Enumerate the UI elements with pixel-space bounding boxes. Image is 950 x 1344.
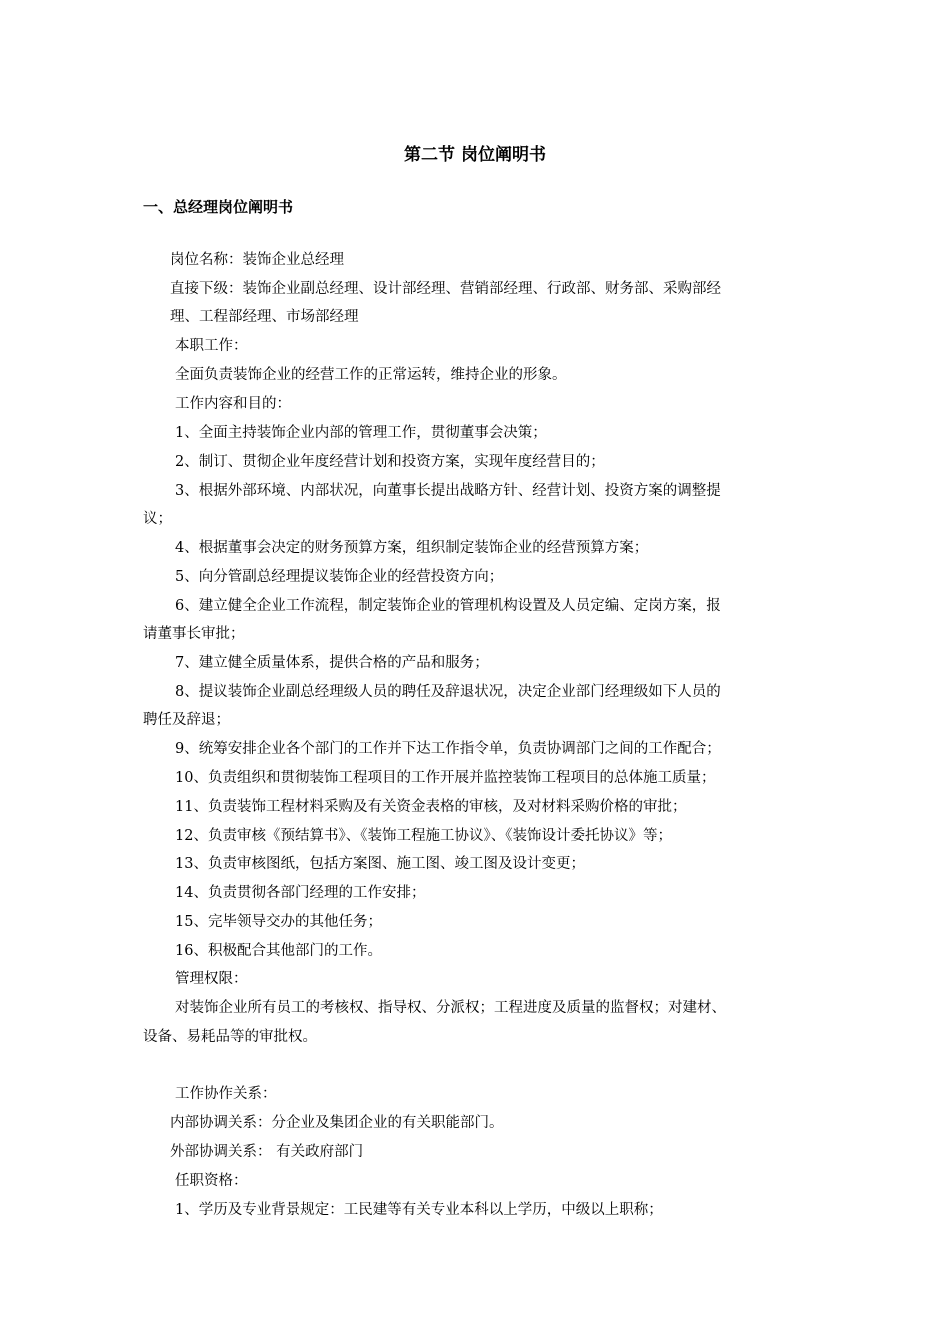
text-line: 16、积极配合其他部门的工作。 <box>175 943 382 959</box>
text-line: 10、负责组织和贯彻装饰工程项目的工作开展并监控装饰工程项目的总体施工质量； <box>175 770 716 786</box>
text-line: 6、建立健全企业工作流程，制定装饰企业的管理机构设置及人员定编、定岗方案，报 <box>175 598 721 614</box>
text-line: 2、制订、贯彻企业年度经营计划和投资方案，实现年度经营目的； <box>175 454 605 470</box>
text-line: 议； <box>143 511 172 527</box>
text-line: 设备、易耗品等的审批权。 <box>143 1029 317 1045</box>
text-line: 13、负责审核图纸，包括方案图、施工图、竣工图及设计变更； <box>175 856 585 872</box>
text-line: 聘任及辞退； <box>143 712 230 728</box>
text-line: 外部协调关系： 有关政府部门 <box>170 1144 364 1160</box>
text-line: 全面负责装饰企业的经营工作的正常运转，维持企业的形象。 <box>175 367 567 383</box>
text-line: 4、根据董事会决定的财务预算方案，组织制定装饰企业的经营预算方案； <box>175 540 649 556</box>
text-line: 15、完毕领导交办的其他任务； <box>175 914 382 930</box>
text-line: 工作内容和目的： <box>175 396 291 412</box>
text-line: 11、负责装饰工程材料采购及有关资金表格的审核，及对材料采购价格的审批； <box>175 799 687 815</box>
text-line: 工作协作关系： <box>175 1086 277 1102</box>
page-title: 第二节 岗位阐明书 <box>404 145 546 165</box>
text-line: 本职工作： <box>175 338 248 354</box>
text-line: 管理权限： <box>175 971 248 987</box>
text-line: 1、全面主持装饰企业内部的管理工作，贯彻董事会决策； <box>175 425 547 441</box>
text-line: 请董事长审批； <box>143 626 245 642</box>
text-line: 理、工程部经理、市场部经理 <box>170 309 359 325</box>
text-line: 直接下级：装饰企业副总经理、设计部经理、营销部经理、行政部、财务部、采购部经 <box>170 281 721 297</box>
text-line: 12、负责审核《预结算书》、《装饰工程施工协议》、《装饰设计委托协议》等； <box>175 828 672 844</box>
text-line: 1、学历及专业背景规定：工民建等有关专业本科以上学历，中级以上职称； <box>175 1202 663 1218</box>
text-line: 3、根据外部环境、内部状况，向董事长提出战略方针、经营计划、投资方案的调整提 <box>175 483 721 499</box>
text-line: 对装饰企业所有员工的考核权、指导权、分派权；工程进度及质量的监督权；对建材、 <box>175 1000 726 1016</box>
text-line: 8、提议装饰企业副总经理级人员的聘任及辞退状况，决定企业部门经理级如下人员的 <box>175 684 721 700</box>
text-line: 9、统筹安排企业各个部门的工作并下达工作指令单，负责协调部门之间的工作配合； <box>175 741 721 757</box>
text-line: 14、负责贯彻各部门经理的工作安排； <box>175 885 426 901</box>
text-line: 5、向分管副总经理提议装饰企业的经营投资方向； <box>175 569 504 585</box>
text-line: 岗位名称：装饰企业总经理 <box>170 252 344 268</box>
text-line: 7、建立健全质量体系，提供合格的产品和服务； <box>175 655 489 671</box>
section-heading: 一、总经理岗位阐明书 <box>143 198 294 216</box>
text-line: 任职资格： <box>175 1173 248 1189</box>
text-line: 内部协调关系：分企业及集团企业的有关职能部门。 <box>170 1115 504 1131</box>
